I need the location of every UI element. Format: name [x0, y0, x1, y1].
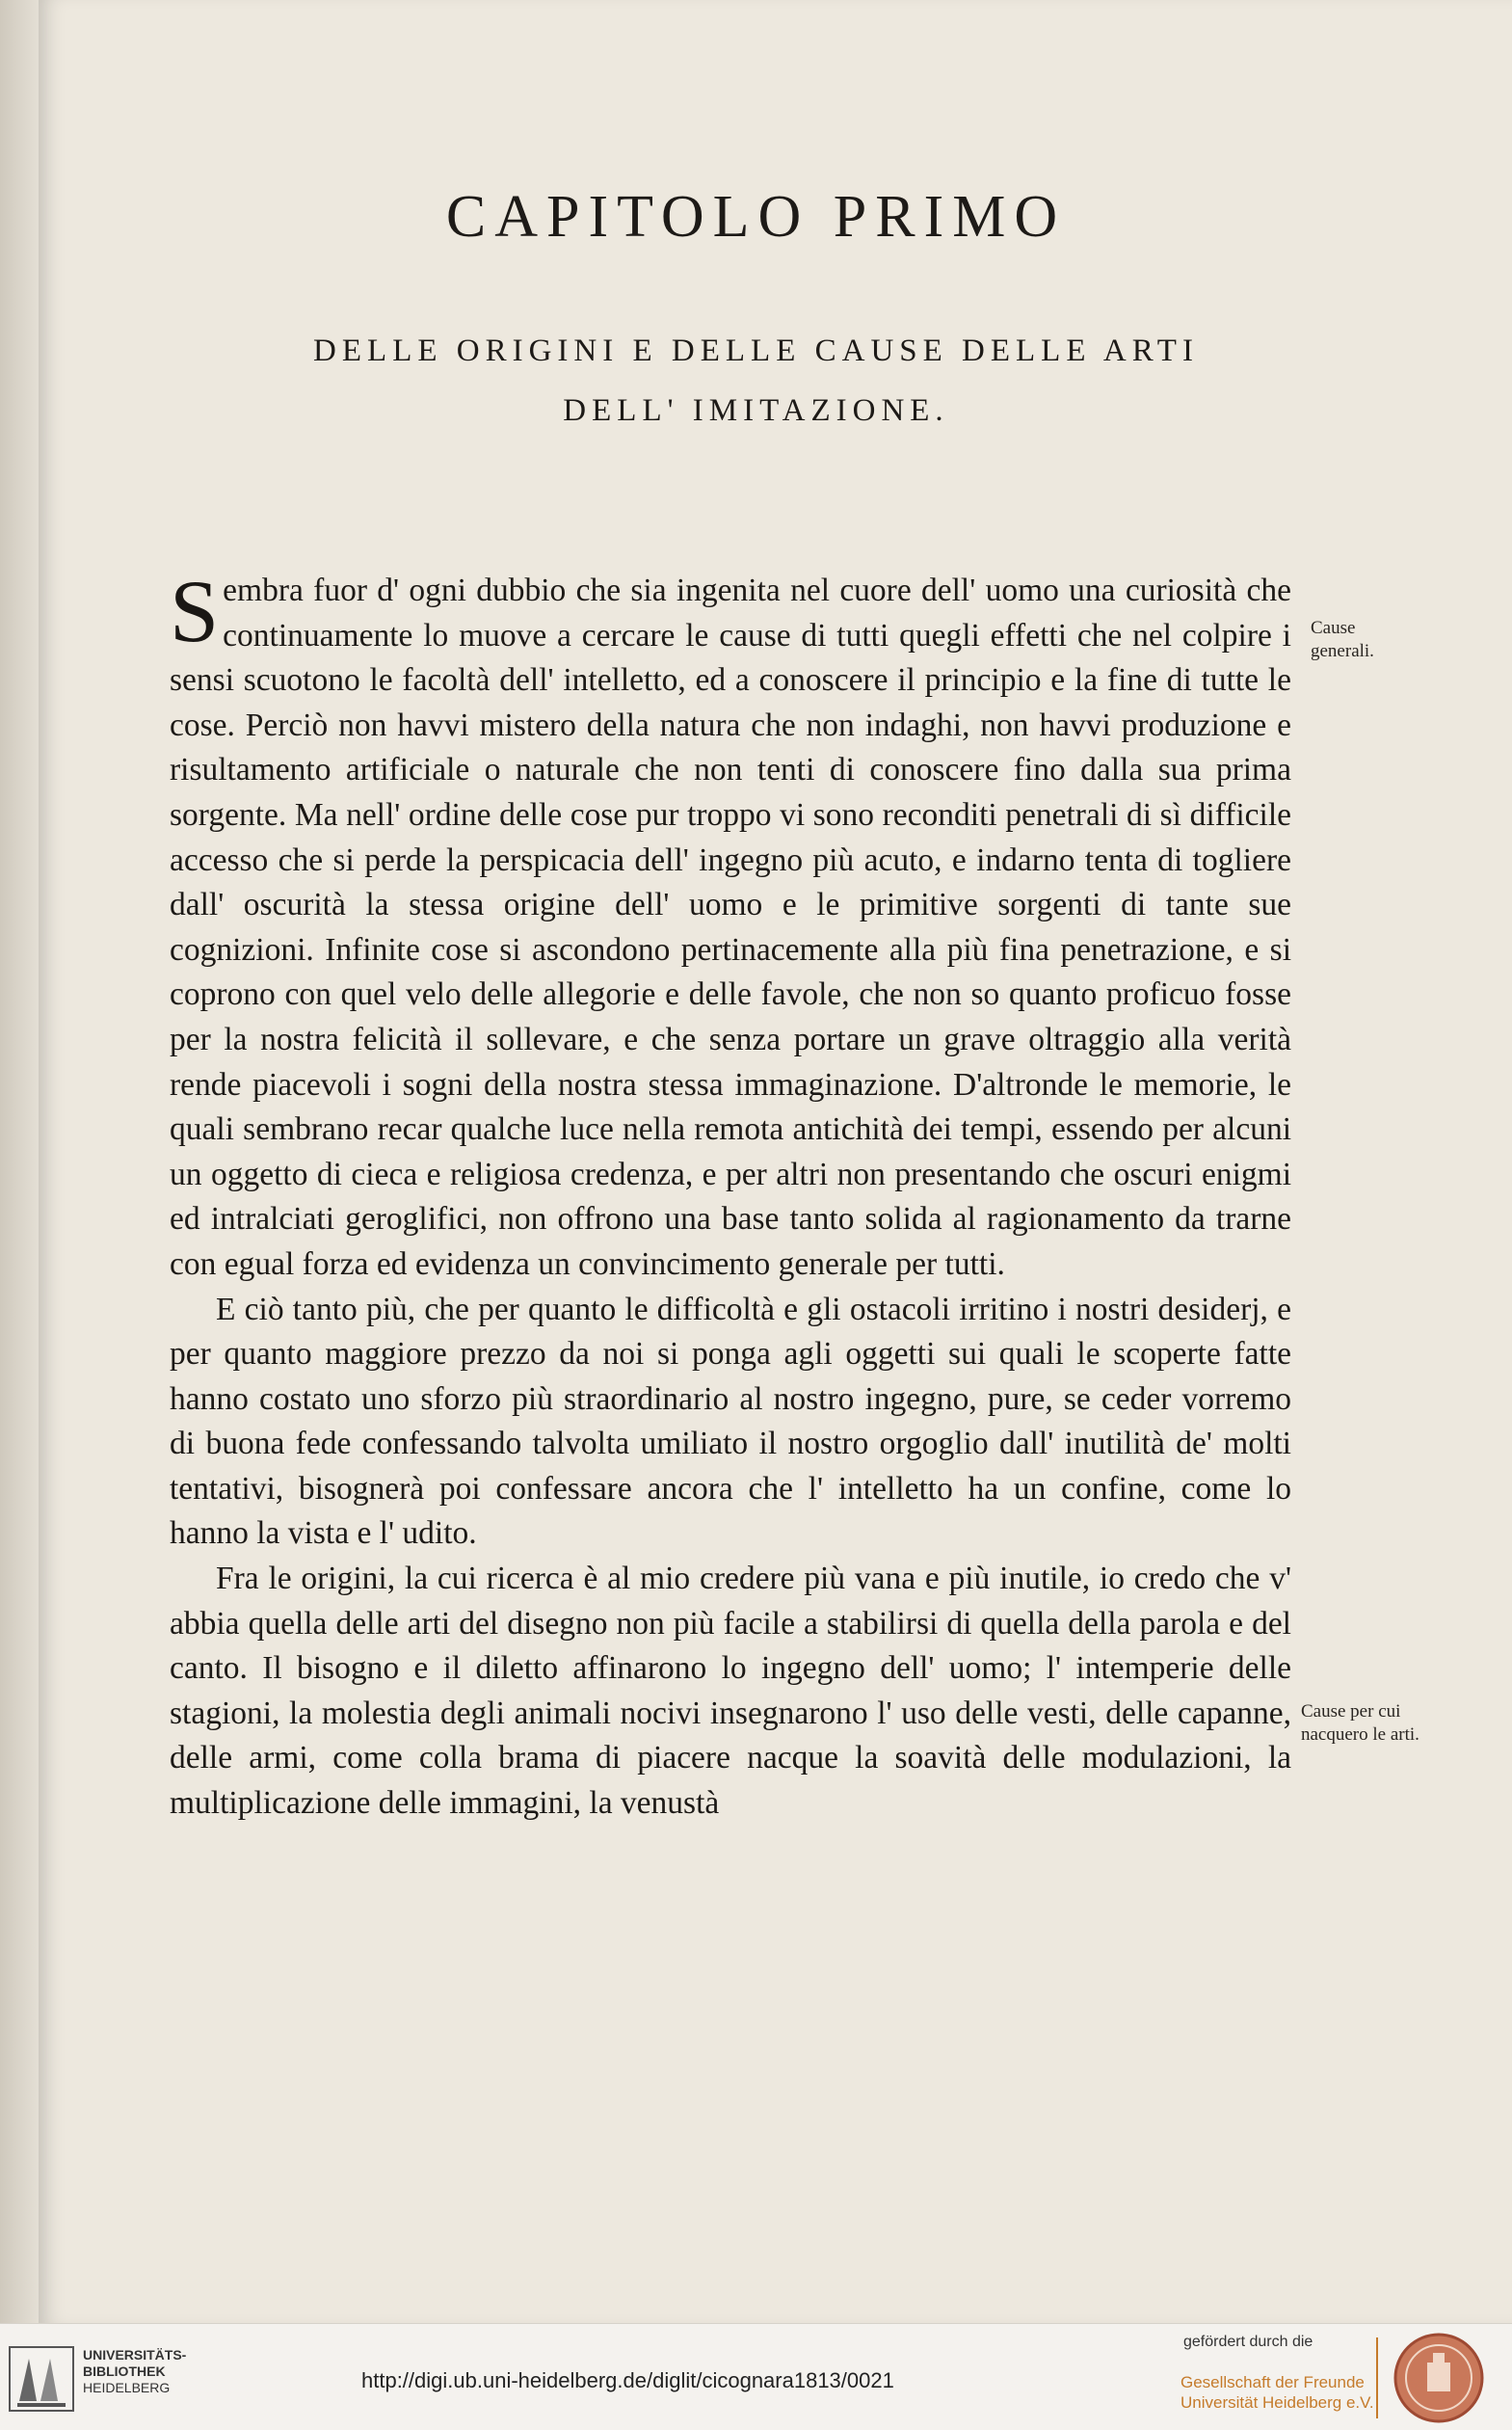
- footer-bar: [0, 2323, 1512, 2430]
- paragraph-3: Fra le origini, la cui ricerca è al mio credere più vana e più inutile, io credo che v' abbia quella delle arti del disegno non più facile a stabilirsi di quella della parola e del canto. Il bisogno e il diletto affinarono lo ingegno dell' uomo; l' intemperie delle stagioni, la molestia degli animali nocivi insegnarono l' uso delle vesti, delle capanne, delle armi, come colla brama di piacere nacque la soavità delle modulazioni, la multiplicazione delle immagini, la venustà: [170, 1561, 1291, 1822]
- sponsor-name: Gesellschaft der Freunde Universität Heidelberg e.V.: [1180, 2373, 1374, 2412]
- chapter-title: CAPITOLO PRIMO: [445, 184, 1067, 250]
- margin-note-cause-arti: Cause per cui nacquero le arti.: [1301, 1701, 1419, 1745]
- paragraph-1-text: embra fuor d' ogni dubbio che sia ingenita nel cuore dell' uomo una curiosità che continuamente lo muove a cercare le cause di tutti quegli effetti che nel colpire i sensi scuotono le facoltà dell' intelletto, ed a conoscere il principio e la fine di tutte le cose. Perciò non havvi mistero della natura che non indaghi, non havvi produzione e risultamento artificiale o naturale che non tenti di conoscere fino dalla sua prima sorgente. Ma nell' ordine delle cose pur troppo vi sono reconditi penetrali di sì difficile accesso che si perde la perspicacia dell' ingegno più acuto, e indarno tenta di togliere dall' oscurità la stessa origine dell' uomo e le primitive sorgenti di tante sue cognizioni. Infinite cose si ascondono pertinacemente alla più fina penetrazione, e si coprono con quel velo delle allegorie e delle favole, che non so quanto proficuo fosse per la nostra felicità il sollevare, e che senza portare un grave oltraggio alla verità rende piacevoli i sogni della nostra stessa immaginazione. D'altronde le memorie, le quali sembrano recar qualche luce nella remota antichità dei tempi, essendo per alcuni un oggetto di cieca e religiosa credenza, e per altri non presentando che oscuri enigmi ed intralciati geroglifici, non offrono una base tanto solida al ragionamento da trarne con egual forza ed evidenza un convincimento generale per tutti.: [170, 573, 1291, 1282]
- university-logo-icon: [8, 2345, 75, 2413]
- divider-line: [1376, 2337, 1378, 2418]
- university-name: UNIVERSITÄTS- BIBLIOTHEK HEIDELBERG: [83, 2347, 187, 2395]
- university-seal-icon: [1393, 2332, 1485, 2424]
- paragraph-1: [170, 562, 1291, 1288]
- chapter-subtitle-line2: DELL' IMITAZIONE.: [563, 393, 949, 428]
- paragraph-2: E ciò tanto più, che per quanto le difficoltà e gli ostacoli irritino i nostri desiderj, e per quanto maggiore prezzo da noi si ponga agli oggetti sui quali le scoperte fatte hanno costato uno sforzo più straordinario al nostro ingegno, pure, se ceder vorremo di buona fede confessando talvolta umiliato il nostro orgoglio dall' inutilità de' molti tentativi, bisognerà poi confessare ancora che l' intelletto ha un confine, come lo hanno la vista e l' udito.: [170, 1291, 1291, 1552]
- margin-note-cause-generali: Cause generali.: [1311, 618, 1374, 661]
- drop-cap: S: [170, 562, 220, 660]
- digital-library-url[interactable]: http://digi.ub.uni-heidelberg.de/diglit/cicognara1813/0021: [361, 2368, 894, 2392]
- sponsor-label: gefördert durch die: [1183, 2334, 1313, 2350]
- chapter-subtitle-line1: DELLE ORIGINI E DELLE CAUSE DELLE ARTI: [313, 334, 1199, 368]
- body-text: [170, 562, 1291, 1827]
